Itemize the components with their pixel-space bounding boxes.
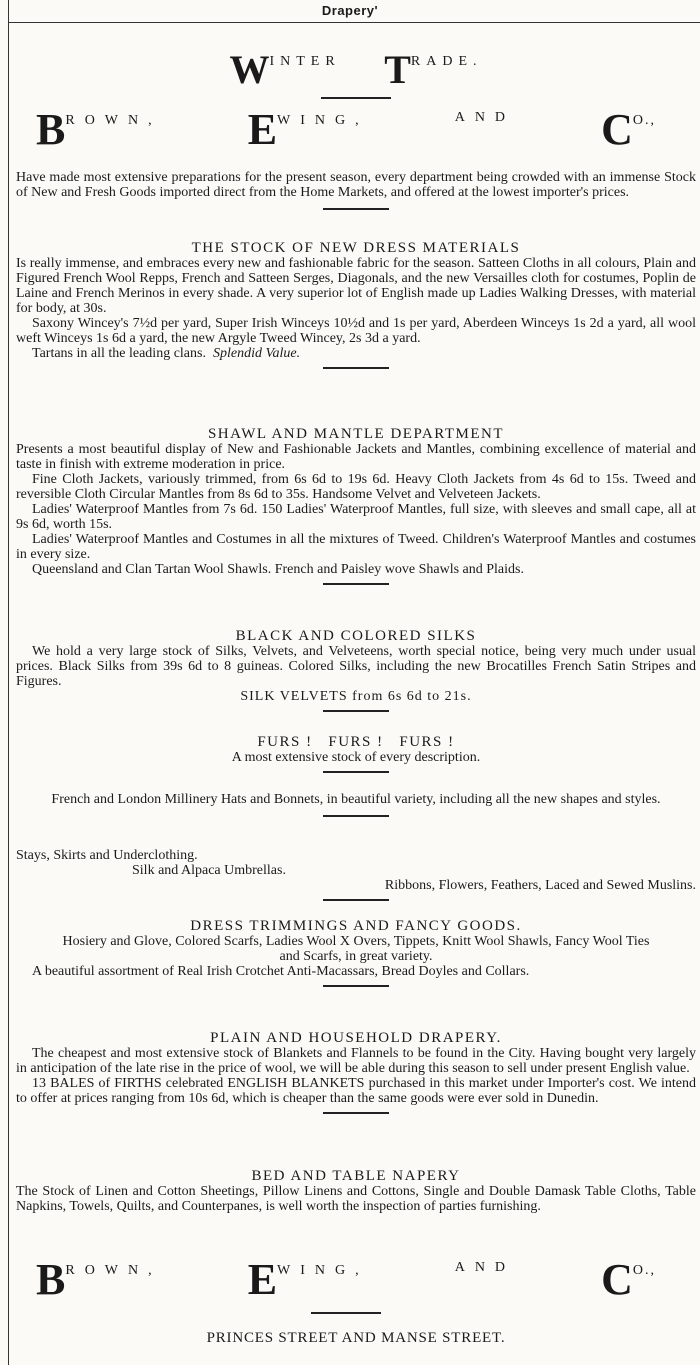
title-initial-w: W — [229, 47, 270, 92]
napery-section — [16, 1168, 696, 1214]
shawl-paragraph: Presents a most beautiful display of New and Fashionable Jackets and Mantles, combining excellence of material and taste in finish with extreme moderation in price. — [16, 442, 696, 472]
furs-heading: FURS ! FURS ! FURS ! — [257, 734, 455, 750]
trimmings-heading: DRESS TRIMMINGS AND FANCY GOODS. — [190, 918, 522, 934]
brand-initial-b: B — [36, 105, 66, 154]
brand-o: O., — [632, 113, 656, 128]
trimmings-section — [16, 918, 696, 987]
left-border — [8, 0, 9, 1365]
header-rule — [8, 22, 700, 23]
divider — [311, 1312, 381, 1314]
title-inter: INTE — [269, 54, 326, 69]
napery-paragraph: The Stock of Linen and Cotton Sheetings, Pillow Linens and Cottons, Single and Double Damask Table Cloths, Table Napkins, Towels, Quilts, and Counterpanes, is well worth the inspection of parties furnishing. — [16, 1184, 696, 1214]
brand-initial-b: B — [36, 1255, 66, 1304]
dress-heading: THE STOCK OF NEW DRESS MATERIALS — [191, 240, 521, 256]
brand-rown: ROWN, — [65, 113, 162, 128]
shawl-paragraph: Fine Cloth Jackets, variously trimmed, from 6s 6d to 19s 6d. Heavy Cloth Jackets from 4s 6d to 15s. Tweed and reversible Cloth Circular Mantles from 8s 6d to 35s. Handsome Velvet and Velveteen Jackets. — [16, 472, 696, 502]
divider — [323, 899, 389, 901]
trimmings-paragraph: Hosiery and Glove, Colored Scarfs, Ladies Wool X Overs, Tippets, Knitt Wool Shawls, Fancy Wool Ties and Scarfs, in great variety. — [62, 934, 650, 964]
furs-section — [16, 734, 696, 773]
title-rule — [321, 97, 391, 99]
divider — [323, 208, 389, 210]
divider — [323, 815, 389, 817]
dress-paragraph: Saxony Wincey's 7½d per yard, Super Irish Winceys 10½d and 1s per yard, Aberdeen Winceys 1s 2d a yard, all wool weft Winceys 1s 6d a yard, the new Argyle Tweed Wincey, 2s 3d a yard. — [16, 316, 696, 346]
brand-and: AND — [454, 110, 516, 125]
title-r: R — [325, 54, 337, 69]
divider — [323, 1112, 389, 1114]
divider — [323, 985, 389, 987]
brand-top — [36, 105, 656, 154]
intro — [16, 170, 696, 210]
trimmings-paragraph: A beautiful assortment of Real Irish Crotchet Anti-Macassars, Bread Doyles and Collars. — [32, 964, 530, 979]
section-tag: Drapery' — [321, 3, 379, 18]
shawl-paragraph: Queensland and Clan Tartan Wool Shawls. French and Paisley wove Shawls and Plaids. — [32, 562, 524, 577]
silks-section — [16, 628, 696, 712]
misc-section — [16, 848, 696, 901]
brand-initial-c: C — [601, 1255, 633, 1304]
brand-wing: WING, — [277, 113, 369, 128]
furs-line: A most extensive stock of every description. — [231, 750, 481, 765]
divider — [323, 710, 389, 712]
brand-initial-e: E — [247, 1255, 278, 1304]
dress-section — [16, 240, 696, 369]
divider — [323, 367, 389, 369]
plain-section — [16, 1030, 696, 1114]
shawl-paragraph: Ladies' Waterproof Mantles and Costumes in all the mixtures of Tweed. Children's Waterproof Mantles and costumes in every size. — [16, 532, 696, 562]
silk-velvets-line: SILK VELVETS from 6s 6d to 21s. — [240, 689, 472, 704]
brand-initial-c: C — [601, 105, 633, 154]
splendid-value: Splendid Value. — [212, 346, 301, 361]
misc-line: Stays, Skirts and Underclothing. — [16, 848, 198, 863]
shawl-heading: SHAWL AND MANTLE DEPARTMENT — [207, 426, 505, 442]
intro-text: Have made most extensive preparations for the present season, every department being crowded with an immense Stock of New and Fresh Goods imported direct from the Home Markets, and offered at the lowest importer's prices. — [16, 170, 696, 200]
dress-paragraph: Is really immense, and embraces every new and fashionable fabric for the season. Satteen Cloths in all colours, Plain and Figured French Wool Repps, French and Satteen Serges, Diagonals, and the new Versailles cloth for costumes, Poplin de Laine and French Merinos in every shade. A very superior lot of English made up Ladies Walking Dresses, with material for body, at 30s. — [16, 256, 696, 316]
silks-heading: BLACK AND COLORED SILKS — [235, 628, 477, 644]
silks-paragraph: We hold a very large stock of Silks, Velvets, and Velveteens, worth special notice, being very much under usual prices. Black Silks from 39s 6d to 8 guineas. Colored Silks, including the new Brocatilles French Satin Stripes and Figures. — [16, 644, 696, 689]
brand-o: O., — [632, 1263, 656, 1278]
brand-and: AND — [454, 1260, 516, 1275]
napery-heading: BED AND TABLE NAPERY — [251, 1168, 461, 1184]
tartans-text: Tartans in all the leading clans. — [32, 346, 206, 361]
misc-line: Ribbons, Flowers, Feathers, Laced and Sewed Muslins. — [384, 878, 696, 893]
plain-heading: PLAIN AND HOUSEHOLD DRAPERY. — [210, 1030, 502, 1046]
millinery-text: French and London Millinery Hats and Bonnets, in beautiful variety, including all the new shapes and styles. — [51, 792, 661, 807]
plain-paragraph: 13 BALES of FIRTHS celebrated ENGLISH BLANKETS purchased in this market under Importer's cost. We intend to offer at prices ranging from 10s 6d, which is cheaper than the same goods were ever sold in Dunedin. — [16, 1076, 696, 1106]
title-initial-t: T — [384, 47, 411, 92]
brand-initial-e: E — [247, 105, 278, 154]
title-rade: RADE. — [410, 54, 483, 69]
brand-wing: WING, — [277, 1263, 369, 1278]
shawl-section — [16, 426, 696, 585]
address-section — [16, 1330, 696, 1346]
divider — [323, 583, 389, 585]
divider — [323, 771, 389, 773]
misc-line: Silk and Alpaca Umbrellas. — [132, 863, 286, 878]
dress-paragraph — [16, 346, 696, 361]
millinery-section — [36, 792, 676, 817]
title — [16, 42, 696, 99]
address-line: PRINCES STREET AND MANSE STREET. — [206, 1330, 506, 1346]
brand-rown: ROWN, — [65, 1263, 162, 1278]
brand-bottom — [36, 1255, 656, 1314]
shawl-paragraph: Ladies' Waterproof Mantles from 7s 6d. 150 Ladies' Waterproof Mantles, full size, with sleeves and small cape, all at 9s 6d, worth 15s. — [16, 502, 696, 532]
plain-paragraph: The cheapest and most extensive stock of Blankets and Flannels to be found in the City. Having bought very largely in anticipation of the late rise in the price of wool, we will be able during this season to sell under present English value. — [16, 1046, 696, 1076]
